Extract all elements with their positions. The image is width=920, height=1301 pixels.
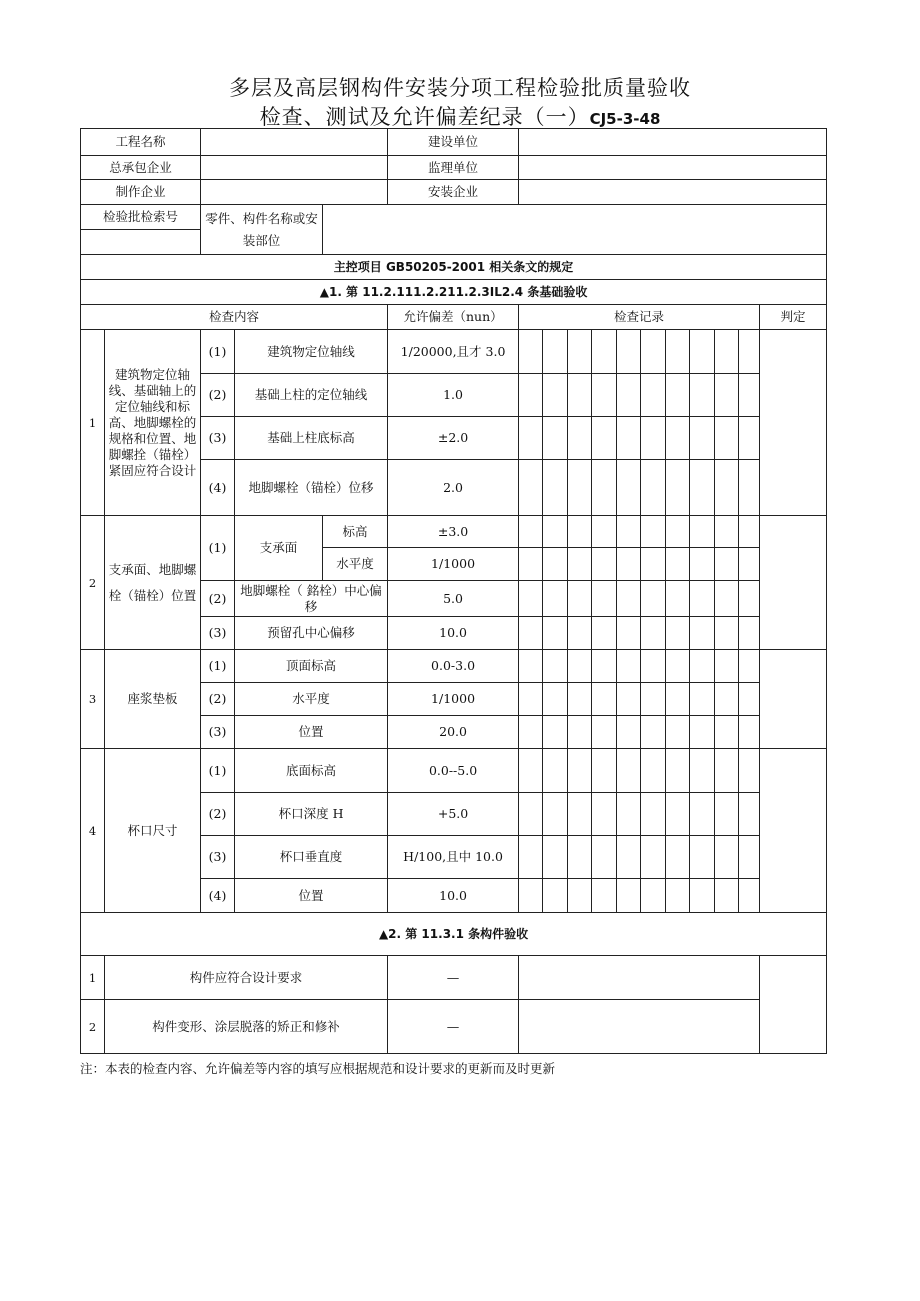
row-tolerance: ±3.0 (388, 516, 519, 548)
record-cell[interactable] (641, 374, 666, 417)
record-cell[interactable] (592, 749, 617, 793)
row-tolerance: 0.0-3.0 (388, 650, 519, 683)
col-tolerance: 允许偏差（nun） (388, 305, 519, 330)
record-cell[interactable] (592, 716, 617, 749)
record-cell[interactable] (543, 793, 568, 836)
record-cell[interactable] (543, 879, 568, 913)
record-cell[interactable] (715, 793, 739, 836)
installer-value[interactable] (519, 180, 827, 205)
record-cell[interactable] (715, 836, 739, 879)
row-tolerance: 10.0 (388, 879, 519, 913)
column-header-row (81, 305, 827, 330)
record-cell[interactable] (519, 460, 543, 516)
row-item: 杯口垂直度 (235, 836, 388, 879)
record-cell[interactable] (690, 548, 715, 581)
section-heading-row (81, 255, 827, 280)
record-cell[interactable] (666, 548, 690, 581)
form-title: 多层及高层钢构件安装分项工程检验批质量验收 (229, 76, 691, 100)
record-cell[interactable] (519, 650, 543, 683)
record-cell[interactable] (715, 716, 739, 749)
record-cell[interactable] (519, 548, 543, 581)
record-cell[interactable] (690, 793, 715, 836)
item-no: 2 (81, 1000, 105, 1054)
table-row (81, 749, 827, 793)
record-cell[interactable] (592, 460, 617, 516)
record-cell[interactable] (666, 460, 690, 516)
record-cell[interactable] (690, 716, 715, 749)
record-cell[interactable] (641, 516, 666, 548)
row-index: (3) (201, 417, 235, 460)
record-cell[interactable] (519, 617, 543, 650)
record-cell[interactable] (739, 716, 760, 749)
section-heading-row (81, 913, 827, 956)
form-code: CJ5-3-48 (589, 110, 661, 128)
record-cell[interactable] (641, 879, 666, 913)
record-cell[interactable] (666, 879, 690, 913)
record-cell[interactable] (568, 460, 592, 516)
record-cell[interactable] (666, 716, 690, 749)
record-cell[interactable] (666, 617, 690, 650)
record-cell[interactable] (641, 749, 666, 793)
installer-label: 安装企业 (388, 180, 519, 205)
record-cell[interactable] (592, 683, 617, 716)
row-item: 预留孔中心偏移 (235, 617, 388, 650)
table-row (81, 516, 827, 548)
record-cell[interactable] (617, 374, 641, 417)
record-cell[interactable] (641, 683, 666, 716)
record-cell[interactable] (666, 749, 690, 793)
record-cell[interactable] (543, 460, 568, 516)
table-row (81, 1000, 827, 1054)
header-row (81, 205, 827, 230)
manufacturer-label: 制作企业 (81, 180, 201, 205)
batch-no-label: 检验批检索号 (81, 205, 201, 230)
record-cell[interactable] (519, 716, 543, 749)
record-cell[interactable] (543, 749, 568, 793)
record-cell[interactable] (666, 581, 690, 617)
record-cell[interactable] (690, 879, 715, 913)
row-index: (2) (201, 581, 235, 617)
record-cell[interactable] (666, 417, 690, 460)
record-cell[interactable] (641, 793, 666, 836)
group-no: 3 (81, 650, 105, 749)
row-index: (3) (201, 716, 235, 749)
record-cell[interactable] (568, 749, 592, 793)
group-desc: 建筑物定位轴线、基础轴上的定位轴线和标高、地脚螺栓的规格和位置、地脚螺拴（锚栓）紧固应符合设计 (105, 330, 201, 516)
record-cell[interactable] (617, 749, 641, 793)
record-cell[interactable] (739, 683, 760, 716)
record-cell[interactable] (641, 836, 666, 879)
record-cell[interactable] (617, 650, 641, 683)
record-cell[interactable] (690, 330, 715, 374)
record-cell[interactable] (690, 516, 715, 548)
form-subtitle (0, 101, 920, 131)
row-index: (2) (201, 683, 235, 716)
table-row (81, 330, 827, 374)
record-cell[interactable] (715, 516, 739, 548)
record-cell[interactable] (568, 417, 592, 460)
record-cell[interactable] (543, 374, 568, 417)
judgement-cell[interactable] (760, 516, 827, 650)
footnote: 注：本表的检查内容、允许偏差等内容的填写应根据规范和设计要求的更新而及时更新 (80, 1061, 556, 1076)
record-cell[interactable] (739, 417, 760, 460)
record-cell[interactable] (715, 417, 739, 460)
record-cell[interactable] (592, 617, 617, 650)
record-cell[interactable] (641, 617, 666, 650)
record-cell[interactable] (543, 330, 568, 374)
record-cell[interactable] (617, 617, 641, 650)
row-tolerance: 2.0 (388, 460, 519, 516)
group-desc: 座浆垫板 (105, 650, 201, 749)
record-cell[interactable] (519, 417, 543, 460)
table-row (81, 956, 827, 1000)
supervisor-value[interactable] (519, 156, 827, 180)
col-judgement: 判定 (760, 305, 827, 330)
row-tolerance: 1.0 (388, 374, 519, 417)
record-cell[interactable] (666, 516, 690, 548)
record-cell[interactable] (739, 836, 760, 879)
form-subtitle-text: 检查、测试及允许偏差纪录（一） (259, 105, 590, 129)
record-cell[interactable] (690, 417, 715, 460)
item-tolerance: — (388, 1000, 519, 1054)
row-index: (2) (201, 793, 235, 836)
row-tolerance: 1/1000 (388, 548, 519, 581)
row-item: 杯口深度 H (235, 793, 388, 836)
record-cell[interactable] (715, 683, 739, 716)
record-cell[interactable] (592, 548, 617, 581)
record-cell[interactable] (617, 716, 641, 749)
record-cell[interactable] (568, 716, 592, 749)
col-record: 检查记录 (519, 305, 760, 330)
project-name-label: 工程名称 (81, 129, 201, 156)
record-cell[interactable] (690, 683, 715, 716)
record-cell[interactable] (690, 836, 715, 879)
group-desc: 支承面、地脚螺栓（锚栓）位置 (105, 516, 201, 650)
row-index: (3) (201, 617, 235, 650)
record-cell[interactable] (519, 374, 543, 417)
record-cell[interactable] (592, 836, 617, 879)
record-cell[interactable] (519, 683, 543, 716)
record-cell[interactable] (592, 879, 617, 913)
record-cell[interactable] (715, 581, 739, 617)
manufacturer-value[interactable] (201, 180, 388, 205)
record-cell[interactable] (568, 617, 592, 650)
row-item: 水平度 (235, 683, 388, 716)
row-item: 支承面 (235, 516, 323, 581)
builder-value[interactable] (519, 129, 827, 156)
record-cell[interactable] (715, 330, 739, 374)
record-cell[interactable] (715, 879, 739, 913)
group-no: 1 (81, 330, 105, 516)
record-cell[interactable] (641, 716, 666, 749)
record-cell[interactable] (739, 793, 760, 836)
record-cell[interactable] (592, 516, 617, 548)
record-cell[interactable] (592, 374, 617, 417)
contractor-label: 总承包企业 (81, 156, 201, 180)
record-cell[interactable] (568, 374, 592, 417)
row-tolerance: 0.0--5.0 (388, 749, 519, 793)
record-cell[interactable] (715, 374, 739, 417)
row-item: 地脚螺栓（锚栓）位移 (235, 460, 388, 516)
record-cell[interactable] (739, 650, 760, 683)
record-cell[interactable] (617, 516, 641, 548)
record-cell[interactable] (666, 836, 690, 879)
row-index: (1) (201, 650, 235, 683)
record-cell[interactable] (739, 548, 760, 581)
record-cell[interactable] (568, 879, 592, 913)
row-tolerance: 10.0 (388, 617, 519, 650)
component-name-label: 零件、构件名称或安装部位 (201, 205, 323, 255)
record-cell[interactable] (543, 716, 568, 749)
record-cell[interactable] (690, 460, 715, 516)
record-cell[interactable] (543, 617, 568, 650)
record-cell[interactable] (715, 650, 739, 683)
record-cell[interactable] (715, 749, 739, 793)
row-item: 底面标高 (235, 749, 388, 793)
row-tolerance: H/100,且中 10.0 (388, 836, 519, 879)
record-cell[interactable] (592, 650, 617, 683)
row-tolerance: 20.0 (388, 716, 519, 749)
record-cell[interactable] (543, 836, 568, 879)
record-cell[interactable] (739, 374, 760, 417)
row-index: (4) (201, 879, 235, 913)
record-cell[interactable] (641, 460, 666, 516)
main-items-heading: 主控项目 GB50205-2001 相关条文的规定 (81, 255, 827, 280)
record-cell[interactable] (543, 683, 568, 716)
record-cell[interactable] (617, 581, 641, 617)
record-cell[interactable] (519, 1000, 760, 1054)
record-cell[interactable] (739, 460, 760, 516)
record-cell[interactable] (739, 516, 760, 548)
record-cell[interactable] (739, 617, 760, 650)
item-no: 1 (81, 956, 105, 1000)
record-cell[interactable] (543, 581, 568, 617)
row-index: (4) (201, 460, 235, 516)
record-cell[interactable] (666, 683, 690, 716)
record-cell[interactable] (641, 417, 666, 460)
judgement-cell[interactable] (760, 749, 827, 913)
project-name-value[interactable] (201, 129, 388, 156)
record-cell[interactable] (690, 374, 715, 417)
batch-no-value[interactable] (81, 230, 201, 255)
judgement-cell[interactable] (760, 330, 827, 516)
record-cell[interactable] (592, 581, 617, 617)
row-item: 位置 (235, 716, 388, 749)
record-cell[interactable] (690, 617, 715, 650)
record-cell[interactable] (543, 417, 568, 460)
item-desc: 构件变形、涂层脱落的矫正和修补 (105, 1000, 388, 1054)
record-cell[interactable] (543, 548, 568, 581)
record-cell[interactable] (519, 516, 543, 548)
row-item: 基础上柱的定位轴线 (235, 374, 388, 417)
record-cell[interactable] (617, 417, 641, 460)
record-cell[interactable] (519, 793, 543, 836)
component-name-value[interactable] (323, 205, 827, 255)
header-row (81, 129, 827, 156)
record-cell[interactable] (592, 330, 617, 374)
record-cell[interactable] (568, 516, 592, 548)
record-cell[interactable] (690, 749, 715, 793)
row-tolerance: +5.0 (388, 793, 519, 836)
record-cell[interactable] (519, 836, 543, 879)
row-tolerance: ±2.0 (388, 417, 519, 460)
record-cell[interactable] (617, 548, 641, 581)
row-tolerance: 1/20000,且才 3.0 (388, 330, 519, 374)
record-cell[interactable] (666, 330, 690, 374)
record-cell[interactable] (715, 460, 739, 516)
record-cell[interactable] (690, 581, 715, 617)
builder-label: 建设单位 (388, 129, 519, 156)
record-cell[interactable] (617, 330, 641, 374)
row-tolerance: 1/1000 (388, 683, 519, 716)
item-desc: 构件应符合设计要求 (105, 956, 388, 1000)
record-cell[interactable] (739, 879, 760, 913)
row-index: (1) (201, 516, 235, 581)
item-tolerance: — (388, 956, 519, 1000)
record-cell[interactable] (617, 460, 641, 516)
record-cell[interactable] (519, 879, 543, 913)
record-cell[interactable] (617, 879, 641, 913)
record-cell[interactable] (739, 749, 760, 793)
row-subitem: 水平度 (323, 548, 388, 581)
supervisor-label: 监理单位 (388, 156, 519, 180)
record-cell[interactable] (617, 683, 641, 716)
row-index: (3) (201, 836, 235, 879)
section-heading-row (81, 280, 827, 305)
record-cell[interactable] (592, 793, 617, 836)
record-cell[interactable] (519, 956, 760, 1000)
header-row (81, 156, 827, 180)
record-cell[interactable] (641, 650, 666, 683)
section1-heading: ▲1. 第 11.2.111.2.211.2.3IL2.4 条基础验收 (81, 280, 827, 305)
row-index: (2) (201, 374, 235, 417)
record-cell[interactable] (543, 650, 568, 683)
record-cell[interactable] (568, 581, 592, 617)
row-item: 顶面标高 (235, 650, 388, 683)
record-cell[interactable] (715, 548, 739, 581)
record-cell[interactable] (690, 650, 715, 683)
record-cell[interactable] (739, 581, 760, 617)
group-desc: 杯口尺寸 (105, 749, 201, 913)
record-cell[interactable] (519, 749, 543, 793)
record-cell[interactable] (641, 330, 666, 374)
row-index: (1) (201, 330, 235, 374)
row-item: 建筑物定位轴线 (235, 330, 388, 374)
group-no: 2 (81, 516, 105, 650)
contractor-value[interactable] (201, 156, 388, 180)
record-cell[interactable] (592, 417, 617, 460)
record-cell[interactable] (568, 650, 592, 683)
record-cell[interactable] (715, 617, 739, 650)
judgement-cell[interactable] (760, 650, 827, 749)
record-cell[interactable] (568, 548, 592, 581)
inspection-table (80, 128, 827, 1054)
record-cell[interactable] (568, 330, 592, 374)
record-cell[interactable] (739, 330, 760, 374)
row-item: 地脚螺栓（ 銘栓）中心偏移 (235, 581, 388, 617)
record-cell[interactable] (568, 793, 592, 836)
row-subitem: 标高 (323, 516, 388, 548)
group-no: 4 (81, 749, 105, 913)
record-cell[interactable] (519, 330, 543, 374)
table-row (81, 650, 827, 683)
record-cell[interactable] (519, 581, 543, 617)
record-cell[interactable] (641, 581, 666, 617)
record-cell[interactable] (666, 650, 690, 683)
judgement-cell[interactable] (760, 956, 827, 1054)
record-cell[interactable] (568, 836, 592, 879)
row-item: 位置 (235, 879, 388, 913)
record-cell[interactable] (617, 793, 641, 836)
record-cell[interactable] (568, 683, 592, 716)
record-cell[interactable] (666, 374, 690, 417)
row-tolerance: 5.0 (388, 581, 519, 617)
record-cell[interactable] (666, 793, 690, 836)
col-content: 检查内容 (81, 305, 388, 330)
record-cell[interactable] (617, 836, 641, 879)
section2-heading: ▲2. 第 11.3.1 条构件验收 (81, 913, 827, 956)
record-cell[interactable] (641, 548, 666, 581)
record-cell[interactable] (543, 516, 568, 548)
header-row (81, 180, 827, 205)
row-item: 基础上柱底标高 (235, 417, 388, 460)
row-index: (1) (201, 749, 235, 793)
